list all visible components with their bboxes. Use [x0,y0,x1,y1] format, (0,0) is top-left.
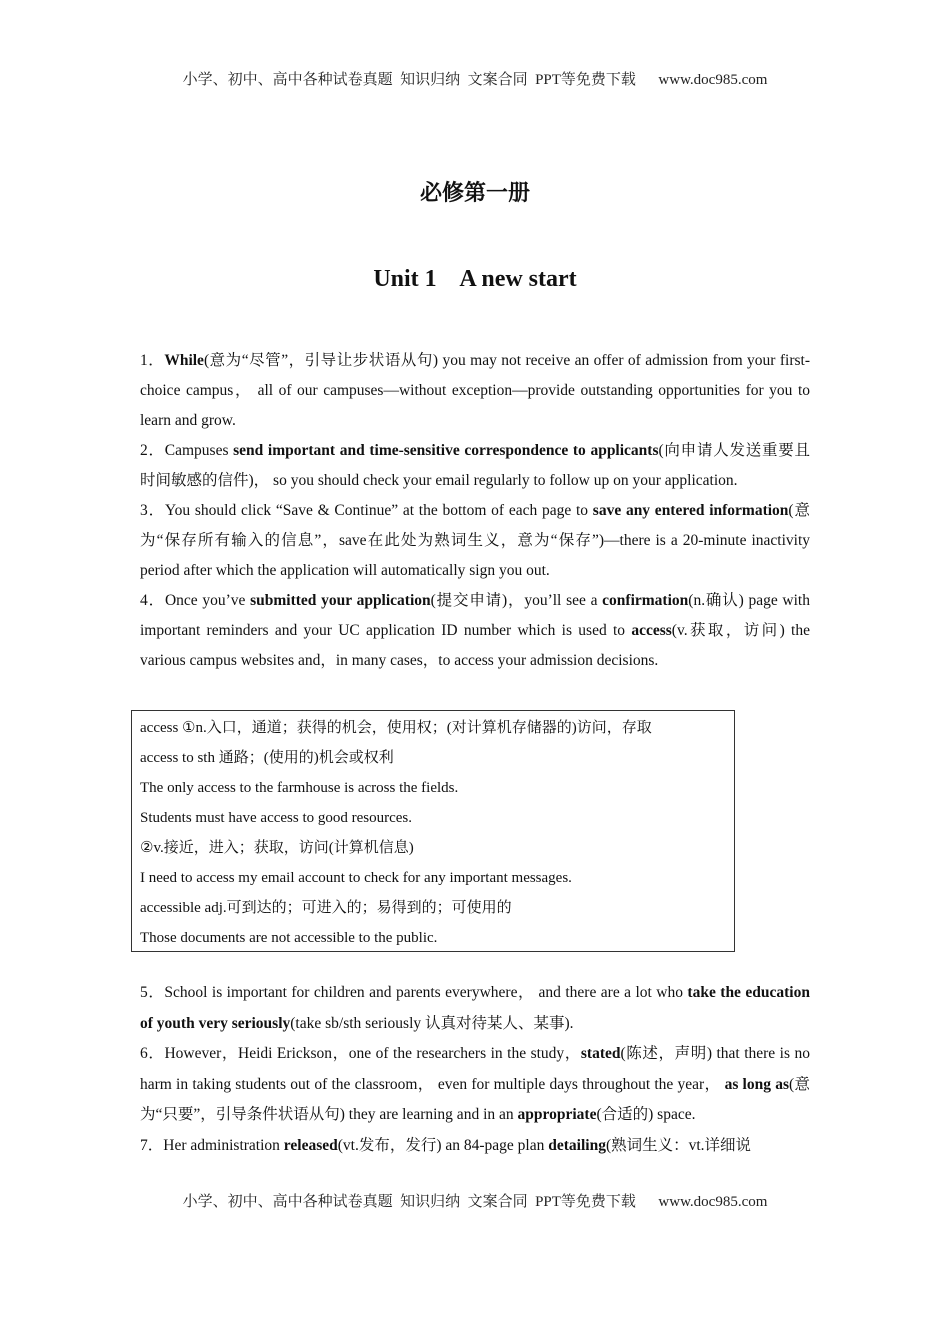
item-3 [140,496,810,586]
note-example: The only access to the farmhouse is across the fields. [140,780,459,796]
item-text: Campuses [164,442,234,459]
item-text: (n.确认) page with important reminders and your UC application ID number which is used to [140,592,810,639]
unit-title: Unit 1 A new start [373,266,577,292]
item-number: 6． [140,1045,165,1062]
keyword: submitted your application [250,592,431,609]
item-text: (take sb/sth seriously 认真对待某人、某事). [290,1014,574,1032]
page-footer: 小学、初中、高中各种试卷真题 知识归纳 文案合同 PPT等免费下载 www.doc985.com [0,1190,950,1211]
item-2 [140,436,810,496]
item-text: (v.获取，访问) the various campus websites and，in many cases，to access your admission decisions. [140,622,810,669]
item-text: You should click “Save & Continue” at the bottom of each page to [165,502,593,519]
item-text: (意为“保存所有输入的信息”，save在此处为熟词生义，意为“保存”)—there is a 20-minute inactivity period after which the application will automatically sign you out. [140,502,810,579]
keyword: appropriate [517,1106,597,1123]
page-header: 小学、初中、高中各种试卷真题 知识归纳 文案合同 PPT等免费下载 www.doc985.com [182,72,768,88]
item-1 [140,346,810,436]
note-example: Students must have access to good resources. [140,810,413,826]
item-text: Her administration [163,1136,284,1154]
item-6 [140,1039,810,1131]
item-text: (向申请人发送重要且时间敏感的信件)， so you should check your email regularly to follow up on your application. [140,442,810,489]
note-example: I need to access my email account to check for any important messages. [140,870,572,886]
item-number: 3． [140,502,165,519]
item-text: (提交申请)，you’ll see a [430,592,603,609]
note-line: access to sth 通路；(使用的)机会或权利 [140,750,394,766]
keyword: save any entered information [592,502,789,519]
note-example: Those documents are not accessible to the public. [140,930,438,946]
keyword: detailing [548,1136,606,1154]
keyword: released [283,1136,338,1154]
keyword: stated [580,1045,621,1062]
keyword: as long as [724,1075,789,1093]
item-text: Once you’ve [164,592,251,609]
note-line: accessible adj.可到达的；可进入的；易得到的；可使用的 [140,900,512,916]
item-text: (熟词生义：vt.详细说 [605,1136,752,1154]
item-text: (合适的) space. [596,1106,696,1123]
item-5 [140,978,810,1039]
keyword: access [631,622,672,639]
item-number: 5． [140,984,165,1001]
item-text: (陈述，声明) that there is no harm in taking students out of the classroom， even for multiple days throughout the year， [140,1045,810,1093]
item-number: 4． [140,592,165,609]
main-content-continued [140,978,810,1161]
volume-title: 必修第一册 [419,180,530,205]
keyword: take the education of youth very seriously [140,984,810,1032]
item-7 [140,1131,810,1162]
keyword: confirmation [602,592,689,609]
item-4 [140,586,810,676]
item-text: School is important for children and parents everywhere， and there are a lot who [164,984,688,1001]
item-number: 2． [140,442,165,459]
item-text: (意为“只要”，引导条件状语从句) they are learning and in an [140,1075,810,1123]
note-line: access ①n.入口，通道；获得的机会，使用权；(对计算机存储器的)访问，存取 [140,720,652,736]
item-text: (意为“尽管”，引导让步状语从句) you may not receive an offer of admission from your first-choice campus， all of our campuses—without exception—provide outstanding opportunities for you to learn and grow. [140,352,810,429]
item-number: 7． [140,1136,164,1154]
keyword: While [164,352,204,369]
vocab-note-box [131,710,735,952]
main-content [140,346,810,676]
keyword: send important and time-sensitive correspondence to applicants [233,442,659,459]
note-line: ②v.接近，进入；获取，访问(计算机信息) [140,840,414,856]
item-number: 1． [140,352,165,369]
item-text: (vt.发布，发行) an 84-page plan [337,1136,549,1154]
item-text: However，Heidi Erickson，one of the researchers in the study， [164,1045,581,1062]
